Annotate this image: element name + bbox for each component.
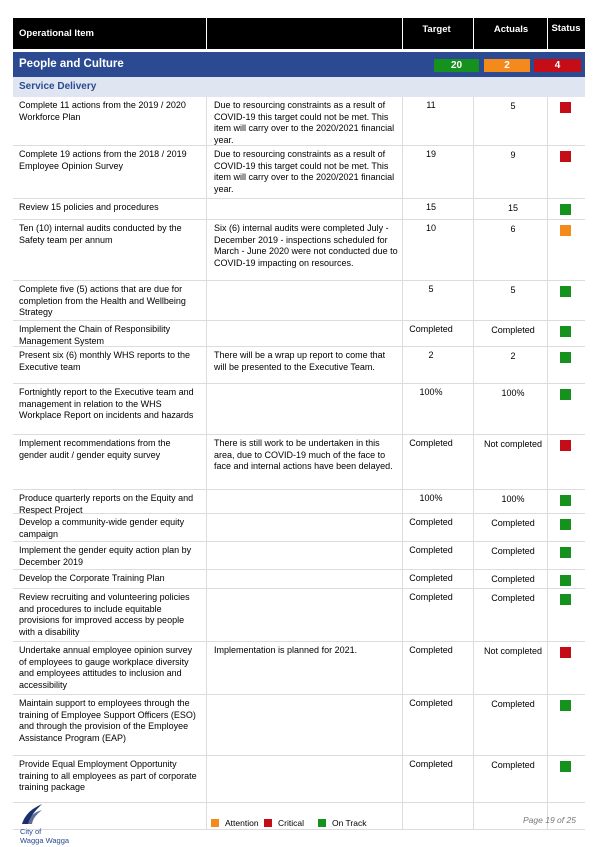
operational-item-text: Provide Equal Employment Opportunity training to all employees as part of corporate training package xyxy=(19,759,197,793)
logo-line-2: Wagga Wagga xyxy=(20,835,70,845)
actual-value: Completed xyxy=(491,699,535,709)
comment-text: Due to resourcing constraints as a result of COVID-19 this target could not be met. This item will carry over to the 2020/2021 financial year. xyxy=(214,149,395,194)
actual-value: Completed xyxy=(491,593,535,603)
status-indicator-icon xyxy=(560,225,571,236)
operational-item-text: Develop the Corporate Training Plan xyxy=(19,573,165,583)
legend-attention-label: Attention xyxy=(225,818,259,828)
status-indicator-icon xyxy=(560,151,571,162)
target-value: 15 xyxy=(425,202,436,212)
status-indicator-icon xyxy=(560,495,571,506)
actual-value: 100% xyxy=(501,494,525,504)
status-indicator-icon xyxy=(560,547,571,558)
table-row xyxy=(13,570,585,589)
status-indicator-icon xyxy=(560,575,571,586)
wagga-logo-icon xyxy=(20,802,44,826)
header-actuals: Actuals xyxy=(493,24,529,35)
actual-value: 5 xyxy=(510,285,516,295)
table-row xyxy=(13,695,585,756)
critical-square-icon xyxy=(264,819,272,827)
actual-value: Completed xyxy=(491,760,535,770)
actual-value: 9 xyxy=(510,150,516,160)
table-row xyxy=(13,435,585,490)
actual-value: Completed xyxy=(491,518,535,528)
status-indicator-icon xyxy=(560,440,571,451)
target-value: Completed xyxy=(409,438,453,448)
critical-count-badge: 4 xyxy=(534,59,581,72)
actual-value: 6 xyxy=(510,224,516,234)
legend-critical-label: Critical xyxy=(278,818,304,828)
target-value: Completed xyxy=(409,698,453,708)
legend-on-track xyxy=(318,818,366,828)
actual-value: 15 xyxy=(507,203,518,213)
section-title: Service Delivery xyxy=(19,81,97,92)
status-indicator-icon xyxy=(560,594,571,605)
page-footer xyxy=(0,790,599,847)
target-value: Completed xyxy=(409,517,453,527)
table-row xyxy=(13,199,585,220)
attention-square-icon xyxy=(211,819,219,827)
actual-value: Completed xyxy=(491,574,535,584)
target-value: Completed xyxy=(409,592,453,602)
target-value: Completed xyxy=(409,573,453,583)
table-row xyxy=(13,347,585,384)
target-value: 2 xyxy=(428,350,434,360)
comment-text: There is still work to be undertaken in this area, due to COVID-19 much of the face to face and internal actions have been delayed. xyxy=(214,438,393,472)
legend-attention xyxy=(211,818,259,828)
operational-item-text: Undertake annual employee opinion survey of employees to gauge workplace diversity and employees attitudes to inclusion and accessibility xyxy=(19,645,193,690)
status-indicator-icon xyxy=(560,519,571,530)
attention-count-badge: 2 xyxy=(484,59,530,72)
target-value: Completed xyxy=(409,324,453,334)
operational-item-text: Complete 11 actions from the 2019 / 2020 Workforce Plan xyxy=(19,100,186,122)
status-indicator-icon xyxy=(560,647,571,658)
target-value: 19 xyxy=(425,149,436,159)
department-banner xyxy=(13,52,585,77)
target-value: Completed xyxy=(409,759,453,769)
actual-value: Not completed xyxy=(483,646,543,656)
department-title: People and Culture xyxy=(19,58,124,70)
table-row xyxy=(13,490,585,514)
section-heading xyxy=(13,77,585,97)
target-value: Completed xyxy=(409,645,453,655)
legend-on-track-label: On Track xyxy=(332,818,367,828)
operational-item-text: Maintain support to employees through the training of Employee Support Officers (ESO) and through the provision of the Employee Assistance Program (EAP) xyxy=(19,698,196,743)
comment-text: There will be a wrap up report to come that will be presented to the Executive Team. xyxy=(214,350,386,372)
target-value: 100% xyxy=(419,493,443,503)
target-value: 100% xyxy=(419,387,443,397)
table-row xyxy=(13,146,585,199)
logo-text xyxy=(20,828,69,845)
operational-item-text: Implement the gender equity action plan by December 2019 xyxy=(19,545,192,567)
table-row xyxy=(13,281,585,321)
logo-line-1: City of xyxy=(20,827,42,836)
header-status: Status xyxy=(551,23,581,34)
on-track-square-icon xyxy=(318,819,326,827)
page-number: Page 19 of 25 xyxy=(523,815,576,825)
target-value: 5 xyxy=(428,284,434,294)
comment-text: Six (6) internal audits were completed July - December 2019 - inspections scheduled for March - June 2020 were not conducted due to COVID-19 impacting on resources. xyxy=(214,223,398,268)
kpi-report-table xyxy=(13,18,585,830)
target-value: 11 xyxy=(426,100,436,110)
table-row xyxy=(13,642,585,695)
comment-text: Due to resourcing constraints as a result of COVID-19 this target could not be met. This item will carry over to the 2020/2021 financial year. xyxy=(214,100,395,145)
status-indicator-icon xyxy=(560,389,571,400)
actual-value: 2 xyxy=(510,351,516,361)
header-operational-item: Operational Item xyxy=(19,28,94,39)
actual-value: Completed xyxy=(491,546,535,556)
actual-value: 5 xyxy=(510,101,516,111)
operational-item-text: Fortnightly report to the Executive team and management in relation to the WHS Workplace Report on incidents and hazards xyxy=(19,387,194,421)
table-row xyxy=(13,220,585,281)
operational-item-text: Produce quarterly reports on the Equity and Respect Project xyxy=(19,493,194,515)
actual-value: Completed xyxy=(491,325,535,335)
header-divider xyxy=(206,18,207,49)
legend-critical xyxy=(264,818,304,828)
table-row xyxy=(13,542,585,570)
header-target: Target xyxy=(422,24,451,35)
operational-item-text: Review 15 policies and procedures xyxy=(19,202,159,212)
operational-item-text: Develop a community-wide gender equity campaign xyxy=(19,517,185,539)
status-indicator-icon xyxy=(560,700,571,711)
operational-item-text: Ten (10) internal audits conducted by the Safety team per annum xyxy=(19,223,182,245)
actual-value: 100% xyxy=(501,388,525,398)
table-row xyxy=(13,514,585,542)
council-logo xyxy=(20,802,70,845)
target-value: 10 xyxy=(425,223,436,233)
table-row xyxy=(13,589,585,642)
operational-item-text: Complete five (5) actions that are due for completion from the Health and Wellbeing Strategy xyxy=(19,284,186,318)
status-indicator-icon xyxy=(560,102,571,113)
on-track-count-badge: 20 xyxy=(434,59,479,72)
actual-value: Not completed xyxy=(483,439,543,449)
table-body xyxy=(13,97,585,830)
status-indicator-icon xyxy=(560,204,571,215)
target-value: Completed xyxy=(409,545,453,555)
status-indicator-icon xyxy=(560,326,571,337)
operational-item-text: Review recruiting and volunteering policies and procedures to include equitable provisions for improved access by people with a disability xyxy=(19,592,190,637)
table-row xyxy=(13,97,585,146)
operational-item-text: Implement recommendations from the gender audit / gender equity survey xyxy=(19,438,171,460)
table-header xyxy=(13,18,585,49)
status-indicator-icon xyxy=(560,286,571,297)
operational-item-text: Implement the Chain of Responsibility Management System xyxy=(19,324,171,346)
comment-text: Implementation is planned for 2021. xyxy=(214,645,358,655)
table-row xyxy=(13,384,585,435)
status-indicator-icon xyxy=(560,352,571,363)
operational-item-text: Present six (6) monthly WHS reports to the Executive team xyxy=(19,350,191,372)
operational-item-text: Complete 19 actions from the 2018 / 2019 Employee Opinion Survey xyxy=(19,149,187,171)
header-divider xyxy=(473,18,474,49)
table-row xyxy=(13,321,585,347)
status-indicator-icon xyxy=(560,761,571,772)
